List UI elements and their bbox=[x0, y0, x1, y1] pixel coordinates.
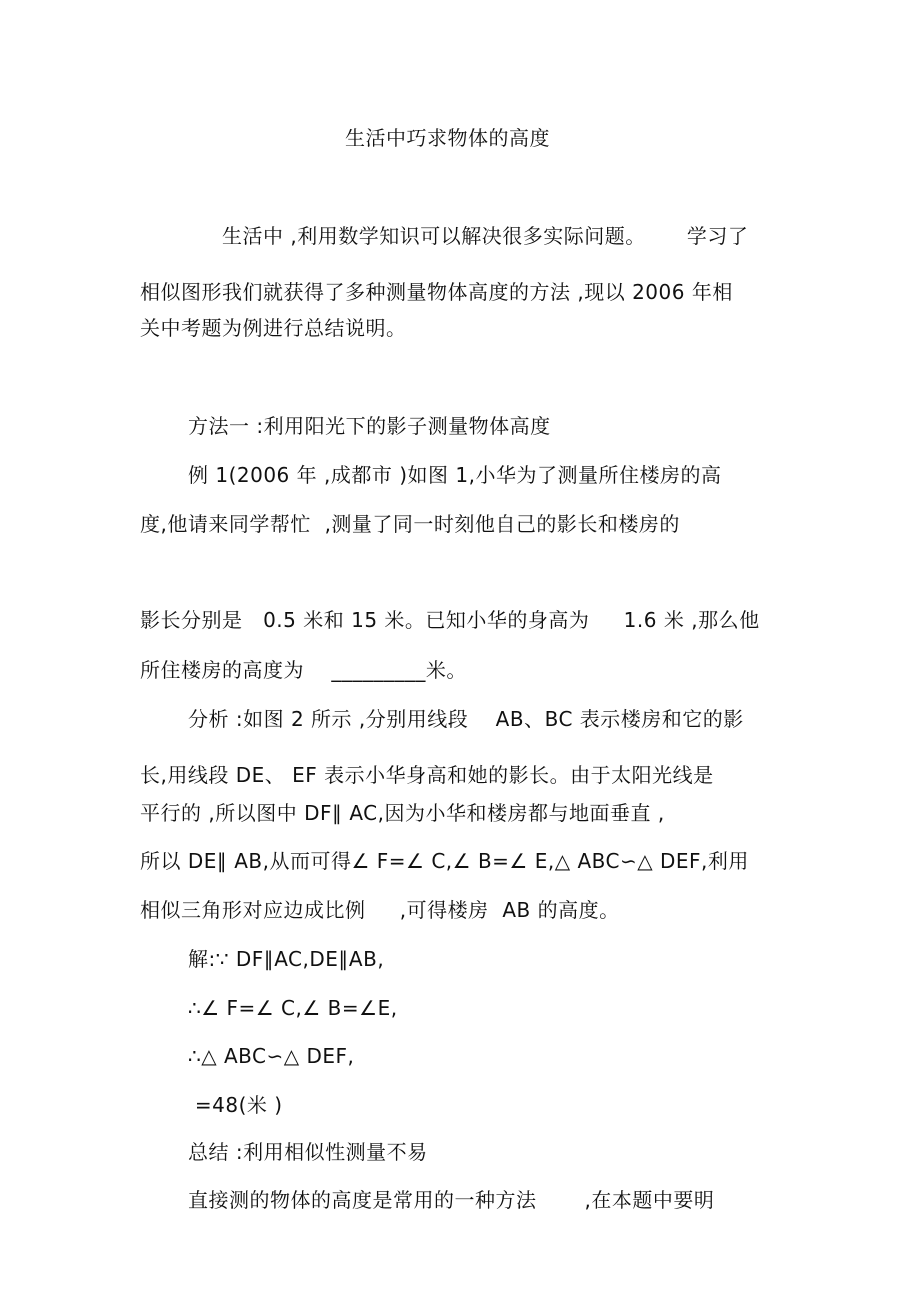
summary-line: 总结 :利用相似性测量不易 bbox=[188, 1140, 428, 1164]
paragraph-line: 相似三角形对应边成比例 ,可得楼房 AB 的高度。 bbox=[140, 898, 620, 922]
paragraph-line: 长,用线段 DE、 EF 表示小华身高和她的影长。由于太阳光线是 bbox=[140, 763, 714, 787]
solution-line: ∴△ ABC∽△ DEF, bbox=[188, 1044, 355, 1068]
paragraph-line: 分析 :如图 2 所示 ,分别用线段 AB、BC 表示楼房和它的影 bbox=[188, 707, 744, 731]
solution-line: 解:∵ DF∥AC,DE∥AB, bbox=[188, 947, 385, 971]
solution-line: ∴∠ F=∠ C,∠ B=∠E, bbox=[188, 996, 398, 1020]
paragraph-line: 影长分别是 0.5 米和 15 米。已知小华的身高为 1.6 米 ,那么他 bbox=[140, 608, 760, 632]
summary-line: 直接测的物体的高度是常用的一种方法 ,在本题中要明 bbox=[188, 1188, 715, 1212]
paragraph-line: 所以 DE∥ AB,从而可得∠ F=∠ C,∠ B=∠ E,△ ABC∽△ DEF,利用 bbox=[140, 849, 749, 873]
document-title: 生活中巧求物体的高度 bbox=[345, 126, 550, 150]
paragraph-line: 关中考题为例进行总结说明。 bbox=[140, 316, 407, 340]
paragraph-line: 生活中 ,利用数学知识可以解决很多实际问题。 学习了 bbox=[222, 224, 749, 248]
paragraph-line: 相似图形我们就获得了多种测量物体高度的方法 ,现以 2006 年相 bbox=[140, 280, 733, 304]
paragraph-line: 度,他请来同学帮忙 ,测量了同一时刻他自己的影长和楼房的 bbox=[140, 512, 680, 536]
section-heading: 方法一 :利用阳光下的影子测量物体高度 bbox=[188, 414, 551, 438]
paragraph-line: 平行的 ,所以图中 DF∥ AC,因为小华和楼房都与地面垂直 , bbox=[140, 801, 665, 825]
paragraph-line: 所住楼房的高度为 _________米。 bbox=[140, 658, 467, 682]
solution-line: =48(米 ) bbox=[188, 1093, 283, 1117]
paragraph-line: 例 1(2006 年 ,成都市 )如图 1,小华为了测量所住楼房的高 bbox=[188, 463, 722, 487]
